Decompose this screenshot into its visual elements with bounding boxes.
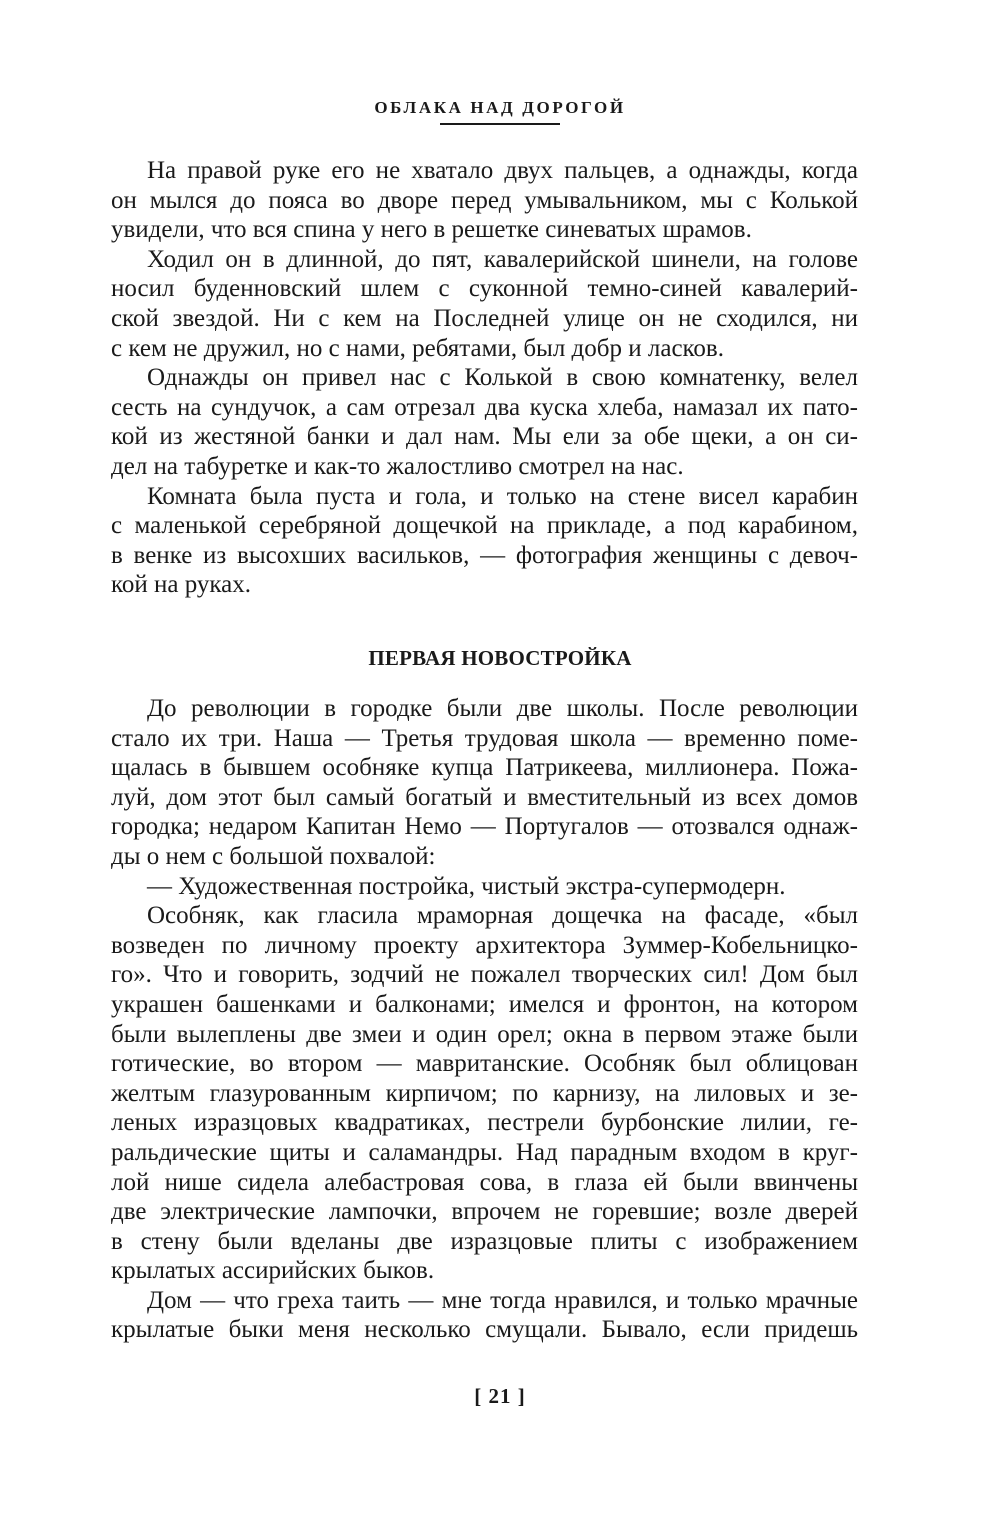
text-line: с кем не дружил, но с нами, ребятами, был добр и ласков. [111, 334, 724, 362]
text-line: Особняк, как гласила мраморная дощечка на фасаде, «был [147, 902, 858, 930]
text-line: с маленькой серебряной дощечкой на прикладе, а под карабином, [111, 512, 858, 540]
text-line: щалась в бывшем особняке купца Патрикеева, миллионера. Пожа- [111, 754, 858, 782]
text-line: городка; недаром Капитан Немо — Португалов — отозвался однаж- [111, 813, 858, 841]
text-line: Комната была пуста и гола, и только на стене висел карабин [147, 482, 858, 510]
text-line: ральдические щиты и саламандры. Над парадным входом в круг- [111, 1138, 858, 1166]
text-line: дел на табуретке и как-то жалостливо смотрел на нас. [111, 452, 684, 480]
text-line: Дом — что греха таить — мне тогда нравился, и только мрачные [147, 1286, 858, 1314]
text-line: готические, во втором — мавританские. Особняк был облицован [111, 1050, 858, 1078]
text-line: До революции в городке были две школы. После революции [147, 695, 858, 722]
text-line: Ходил он в длинной, до пят, кавалерийской шинели, на голове [147, 245, 858, 273]
running-head-title: ОБЛАКА НАД ДОРОГОЙ [374, 98, 626, 117]
text-line: крылатых ассирийских быков. [111, 1257, 435, 1285]
running-head-rule [440, 123, 560, 125]
text-line: две электрические лампочки, впрочем не горевшие; возле дверей [111, 1198, 858, 1226]
text-line: — Художественная постройка, чистый экстра-супермодерн. [147, 872, 786, 900]
text-line: сесть на сундучок, а сам отрезал два куска хлеба, намазал их пато- [111, 393, 858, 421]
section-heading: ПЕРВАЯ НОВОСТРОЙКА [368, 646, 632, 670]
text-line: крылатые быки меня несколько смущали. Бывало, если придешь [111, 1316, 858, 1344]
text-line: украшен башенками и балконами; имелся и фронтон, на котором [111, 990, 858, 1018]
text-line: он мылся до пояса во дворе перед умывальником, мы с Колькой [111, 186, 858, 214]
text-line: ды о нем с большой похвалой: [111, 842, 436, 870]
text-line: кой из жестяной банки и дал нам. Мы ели за обе щеки, а он си- [111, 423, 858, 451]
text-line: увидели, что вся спина у него в решетке синеватых шрамов. [111, 216, 752, 244]
text-line: в стену были вделаны две изразцовые плиты с изображением [111, 1227, 858, 1255]
text-line: го». Что и говорить, зодчий не пожалел творческих сил! Дом был [111, 961, 858, 989]
text-line: были вылеплены две змеи и один орел; окна в первом этаже были [111, 1020, 858, 1048]
text-line: в венке из высохших васильков, — фотография женщины с девоч- [111, 541, 858, 569]
text-line: носил буденновский шлем с суконной темно-синей кавалерий- [111, 275, 858, 303]
text-line: возведен по личному проекту архитектора Зуммер-Кобельницко- [111, 931, 858, 959]
text-line: стало их три. Наша — Третья трудовая школа — временно поме- [111, 724, 858, 752]
text-line: луй, дом этот был самый богатый и вместительный из всех домов [111, 783, 858, 811]
running-head [0, 98, 1000, 125]
text-line: лой нише сидела алебастровая сова, в глаза ей были ввинчены [111, 1168, 858, 1196]
text-line: На правой руке его не хватало двух пальцев, а однажды, когда [147, 157, 858, 184]
text-line: желтым глазурованным кирпичом; по карнизу, на лиловых и зе- [111, 1079, 858, 1107]
text-block-lower [111, 694, 858, 1345]
text-line: леных изразцовых квадратиках, пестрели бурбонские лилии, ге- [111, 1109, 858, 1137]
text-line: ской звездой. Ни с кем на Последней улице он не сходился, ни [111, 304, 858, 332]
text-block-upper [111, 156, 858, 600]
text-line: кой на руках. [111, 571, 252, 599]
page-number: [ 21 ] [474, 1384, 526, 1408]
text-line: Однажды он привел нас с Колькой в свою комнатенку, велел [147, 364, 858, 392]
